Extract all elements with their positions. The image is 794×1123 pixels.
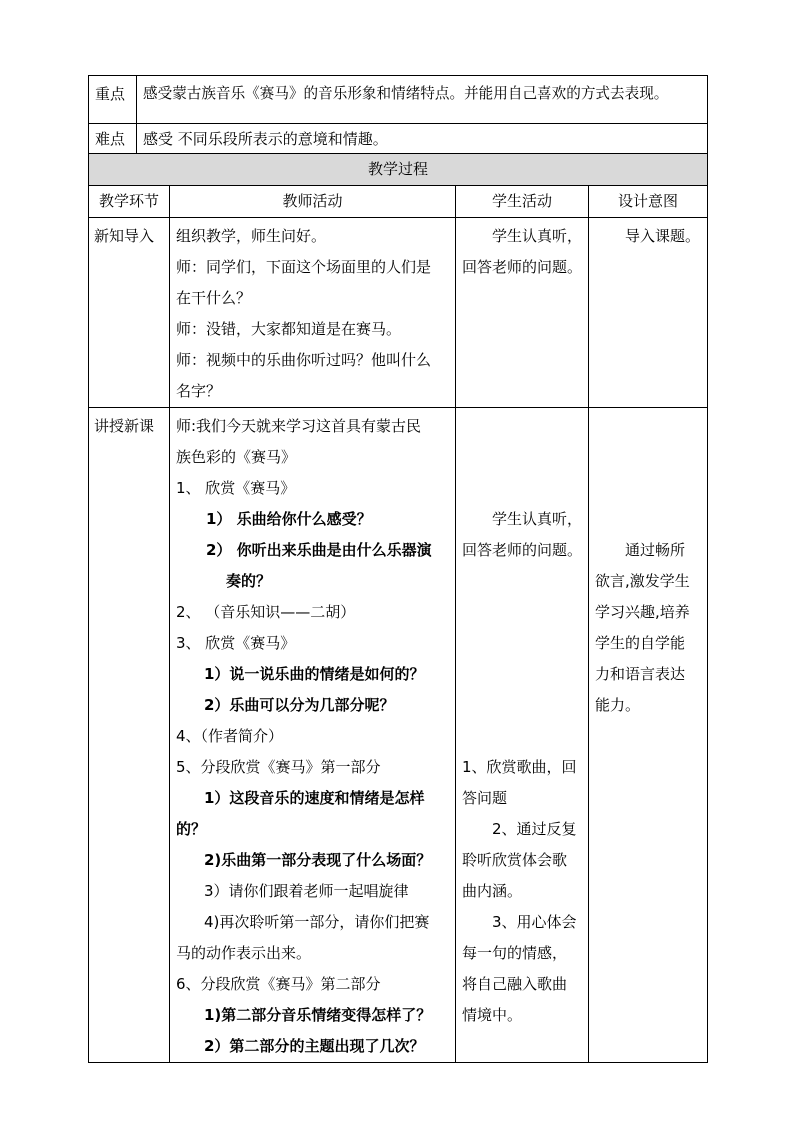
student-line: 1、欣赏歌曲，回 [462, 758, 577, 776]
student-line: 回答老师的问题。 [462, 541, 583, 559]
intent-line: 力和语言表达 [595, 665, 686, 683]
student-line: 聆听欣赏体会歌 [462, 851, 568, 869]
student-line: 将自己融入歌曲 [462, 975, 568, 993]
teacher-line: 族色彩的《赛马》 [176, 448, 297, 466]
difficulty-row [89, 124, 708, 154]
student-activity-cell [456, 218, 589, 408]
difficulty-label: 难点 [89, 124, 137, 154]
teacher-activity-cell [170, 408, 456, 1063]
teacher-line: 师：同学们，下面这个场面里的人们是 [176, 258, 432, 276]
student-line: 回答老师的问题。 [462, 258, 583, 276]
difficulty-text: 感受 不同乐段所表示的意境和情趣。 [137, 124, 708, 154]
teacher-line: 奏的？ [226, 572, 272, 590]
teacher-line: 4)再次聆听第一部分，请你们把赛 [204, 913, 430, 931]
stage-label: 讲授新课 [94, 417, 155, 435]
teacher-line: 5、分段欣赏《赛马》第一部分 [176, 758, 381, 776]
col-stage-header: 教学环节 [89, 186, 170, 218]
design-intent-cell [589, 408, 708, 1063]
stage-cell [89, 218, 170, 408]
student-activity-cell [456, 408, 589, 1063]
teacher-line: 组织教学，师生问好。 [176, 227, 327, 245]
process-title: 教学过程 [89, 154, 708, 186]
teacher-line: 2）乐曲可以分为几部分呢？ [204, 696, 395, 714]
teacher-line: 3、 欣赏《赛马》 [176, 634, 296, 652]
teacher-line: 马的动作表示出来。 [176, 944, 312, 962]
lesson-plan-page [88, 75, 707, 1063]
teacher-line: 在干什么？ [176, 289, 252, 307]
teacher-line: 师：没错，大家都知道是在赛马。 [176, 320, 402, 338]
intent-line: 导入课题。 [625, 227, 701, 245]
col-teacher-header: 教师活动 [170, 186, 456, 218]
intent-line: 通过畅所 [625, 541, 686, 559]
teacher-line: 4、（作者简介） [176, 727, 284, 745]
teacher-line: 1）这段音乐的速度和情绪是怎样 [204, 789, 425, 807]
teacher-line: 2） 你听出来乐曲是由什么乐器演 [206, 541, 432, 559]
intent-line: 学生的自学能 [595, 634, 686, 652]
intent-line: 能力。 [595, 696, 641, 714]
table-row [89, 218, 708, 408]
teacher-line: 师：视频中的乐曲你听过吗？他叫什么 [176, 351, 432, 369]
teacher-line: 2）第二部分的主题出现了几次？ [204, 1037, 425, 1055]
focus-label: 重点 [89, 76, 137, 124]
focus-row [89, 76, 708, 124]
teacher-line: 3）请你们跟着老师一起唱旋律 [204, 882, 409, 900]
student-line: 情境中。 [462, 1006, 523, 1024]
column-header-row [89, 186, 708, 218]
teacher-activity-cell [170, 218, 456, 408]
student-line: 学生认真听， [492, 510, 583, 528]
teacher-line: 1） 乐曲给你什么感受？ [206, 510, 372, 528]
col-intent-header: 设计意图 [589, 186, 708, 218]
design-intent-cell [589, 218, 708, 408]
stage-cell [89, 408, 170, 1063]
stage-label: 新知导入 [94, 227, 155, 245]
student-line: 2、通过反复 [492, 820, 577, 838]
table-row [89, 408, 708, 1063]
teacher-line: 1、 欣赏《赛马》 [176, 479, 296, 497]
teacher-line: 1）说一说乐曲的情绪是如何的？ [204, 665, 425, 683]
teacher-line: 2、 （音乐知识——二胡） [176, 603, 356, 621]
teacher-line: 6、分段欣赏《赛马》第二部分 [176, 975, 381, 993]
intent-line: 欲言,激发学生 [595, 572, 690, 590]
teacher-line: 2)乐曲第一部分表现了什么场面？ [204, 851, 432, 869]
student-line: 答问题 [462, 789, 508, 807]
student-line: 学生认真听， [492, 227, 583, 245]
process-header-row [89, 154, 708, 186]
lesson-plan-table [88, 75, 708, 1063]
col-student-header: 学生活动 [456, 186, 589, 218]
focus-text: 感受蒙古族音乐《赛马》的音乐形象和情绪特点。并能用自己喜欢的方式去表现。 [137, 76, 708, 124]
teacher-line: 名字？ [176, 382, 222, 400]
student-line: 每一句的情感， [462, 944, 568, 962]
student-line: 曲内涵。 [462, 882, 523, 900]
teacher-line: 1)第二部分音乐情绪变得怎样了？ [204, 1006, 432, 1024]
teacher-line: 师:我们今天就来学习这首具有蒙古民 [176, 417, 422, 435]
intent-line: 学习兴趣,培养 [595, 603, 690, 621]
student-line: 3、用心体会 [492, 913, 577, 931]
teacher-line: 的？ [176, 820, 207, 838]
